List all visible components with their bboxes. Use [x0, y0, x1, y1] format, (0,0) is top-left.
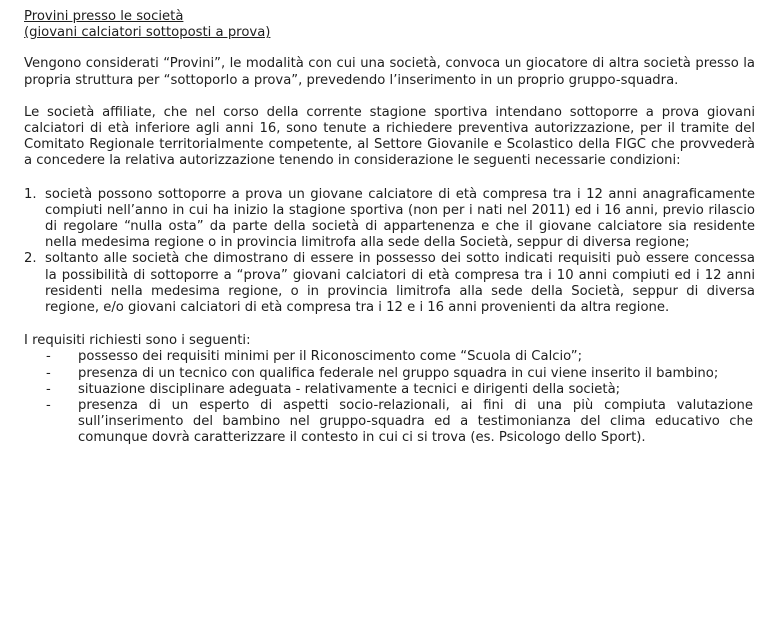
condition-number: 2. — [24, 251, 37, 267]
intro-paragraph: Vengono considerati “Provini”, le modalità con cui una società, convoca un giocatore di altra società presso la propria struttura per “sottoporlo a prova”, prevedendo l’inserimento in un proprio gruppo-squadra. — [24, 56, 755, 88]
condition-text: soltanto alle società che dimostrano di essere in possesso dei sotto indicati requisiti può essere concessa la possibilità di sottoporre a “prova” giovani calciatori di età compresa tra i 10 anni compiuti ed i 12 anni residenti nella medesima regione, o in provincia limitrofa alla sede della Società, seppur di diversa regione, e/o giovani calciatori di età compresa tra i 12 e i 16 anni provenienti da altra regione. — [45, 251, 755, 316]
requirement-item — [24, 366, 755, 382]
requirement-text: possesso dei requisiti minimi per il Riconoscimento come “Scuola di Calcio”; — [78, 349, 583, 365]
list-dash: - — [46, 398, 51, 414]
conditions-paragraph: Le società affiliate, che nel corso della corrente stagione sportiva intendano sottoporre a prova giovani calciatori di età inferiore agli anni 16, sono tenute a richiedere preventiva autorizzazione, per il tramite del Comitato Regionale territorialmente competente, al Settore Giovanile e Scolastico della FIGC che provvederà a concedere la relativa autorizzazione tenendo in considerazione le seguenti necessarie condizioni: — [24, 104, 755, 169]
title-line-2: (giovani calciatori sottoposti a prova) — [24, 25, 271, 41]
condition-number: 1. — [24, 186, 37, 202]
list-dash: - — [46, 349, 51, 365]
list-dash: - — [46, 365, 51, 381]
condition-item — [24, 187, 755, 252]
requirement-item — [24, 398, 755, 447]
requirement-item — [24, 349, 755, 365]
requirements-intro: I requisiti richiesti sono i seguenti: — [24, 333, 251, 349]
condition-text: società possono sottoporre a prova un giovane calciatore di età compresa tra i 12 anni anagraficamente compiuti nell’anno in cui ha inizio la stagione sportiva (non per i nati nel 2011) ed i 16 anni, previo rilascio di regolare “nulla osta” da parte della società di appartenenza e che il giovane calciatore sia residente nella medesima regione o in provincia limitrofa alla sede della Società, seppur di diversa regione; — [45, 186, 755, 251]
requirement-text: situazione disciplinare adeguata - relativamente a tecnici e dirigenti della società; — [78, 381, 621, 397]
title-line-1: Provini presso le società — [24, 9, 184, 24]
document-title — [24, 9, 755, 41]
requirement-text: presenza di un esperto di aspetti socio-relazionali, ai fini di una più compiuta valutazione sull’inserimento del bambino nel gruppo-squadra ed a testimonianza del clima educativo che comunque dovrà caratterizzare il contesto in cui ci si trova (es. Psicologo dello Sport). — [78, 398, 753, 446]
list-dash: - — [46, 381, 51, 397]
requirement-text: presenza di un tecnico con qualifica federale nel gruppo squadra in cui viene inserito il bambino; — [78, 365, 719, 381]
condition-item — [24, 251, 755, 316]
requirements-list — [24, 349, 755, 446]
conditions-list — [24, 187, 755, 317]
requirement-item — [24, 382, 755, 398]
